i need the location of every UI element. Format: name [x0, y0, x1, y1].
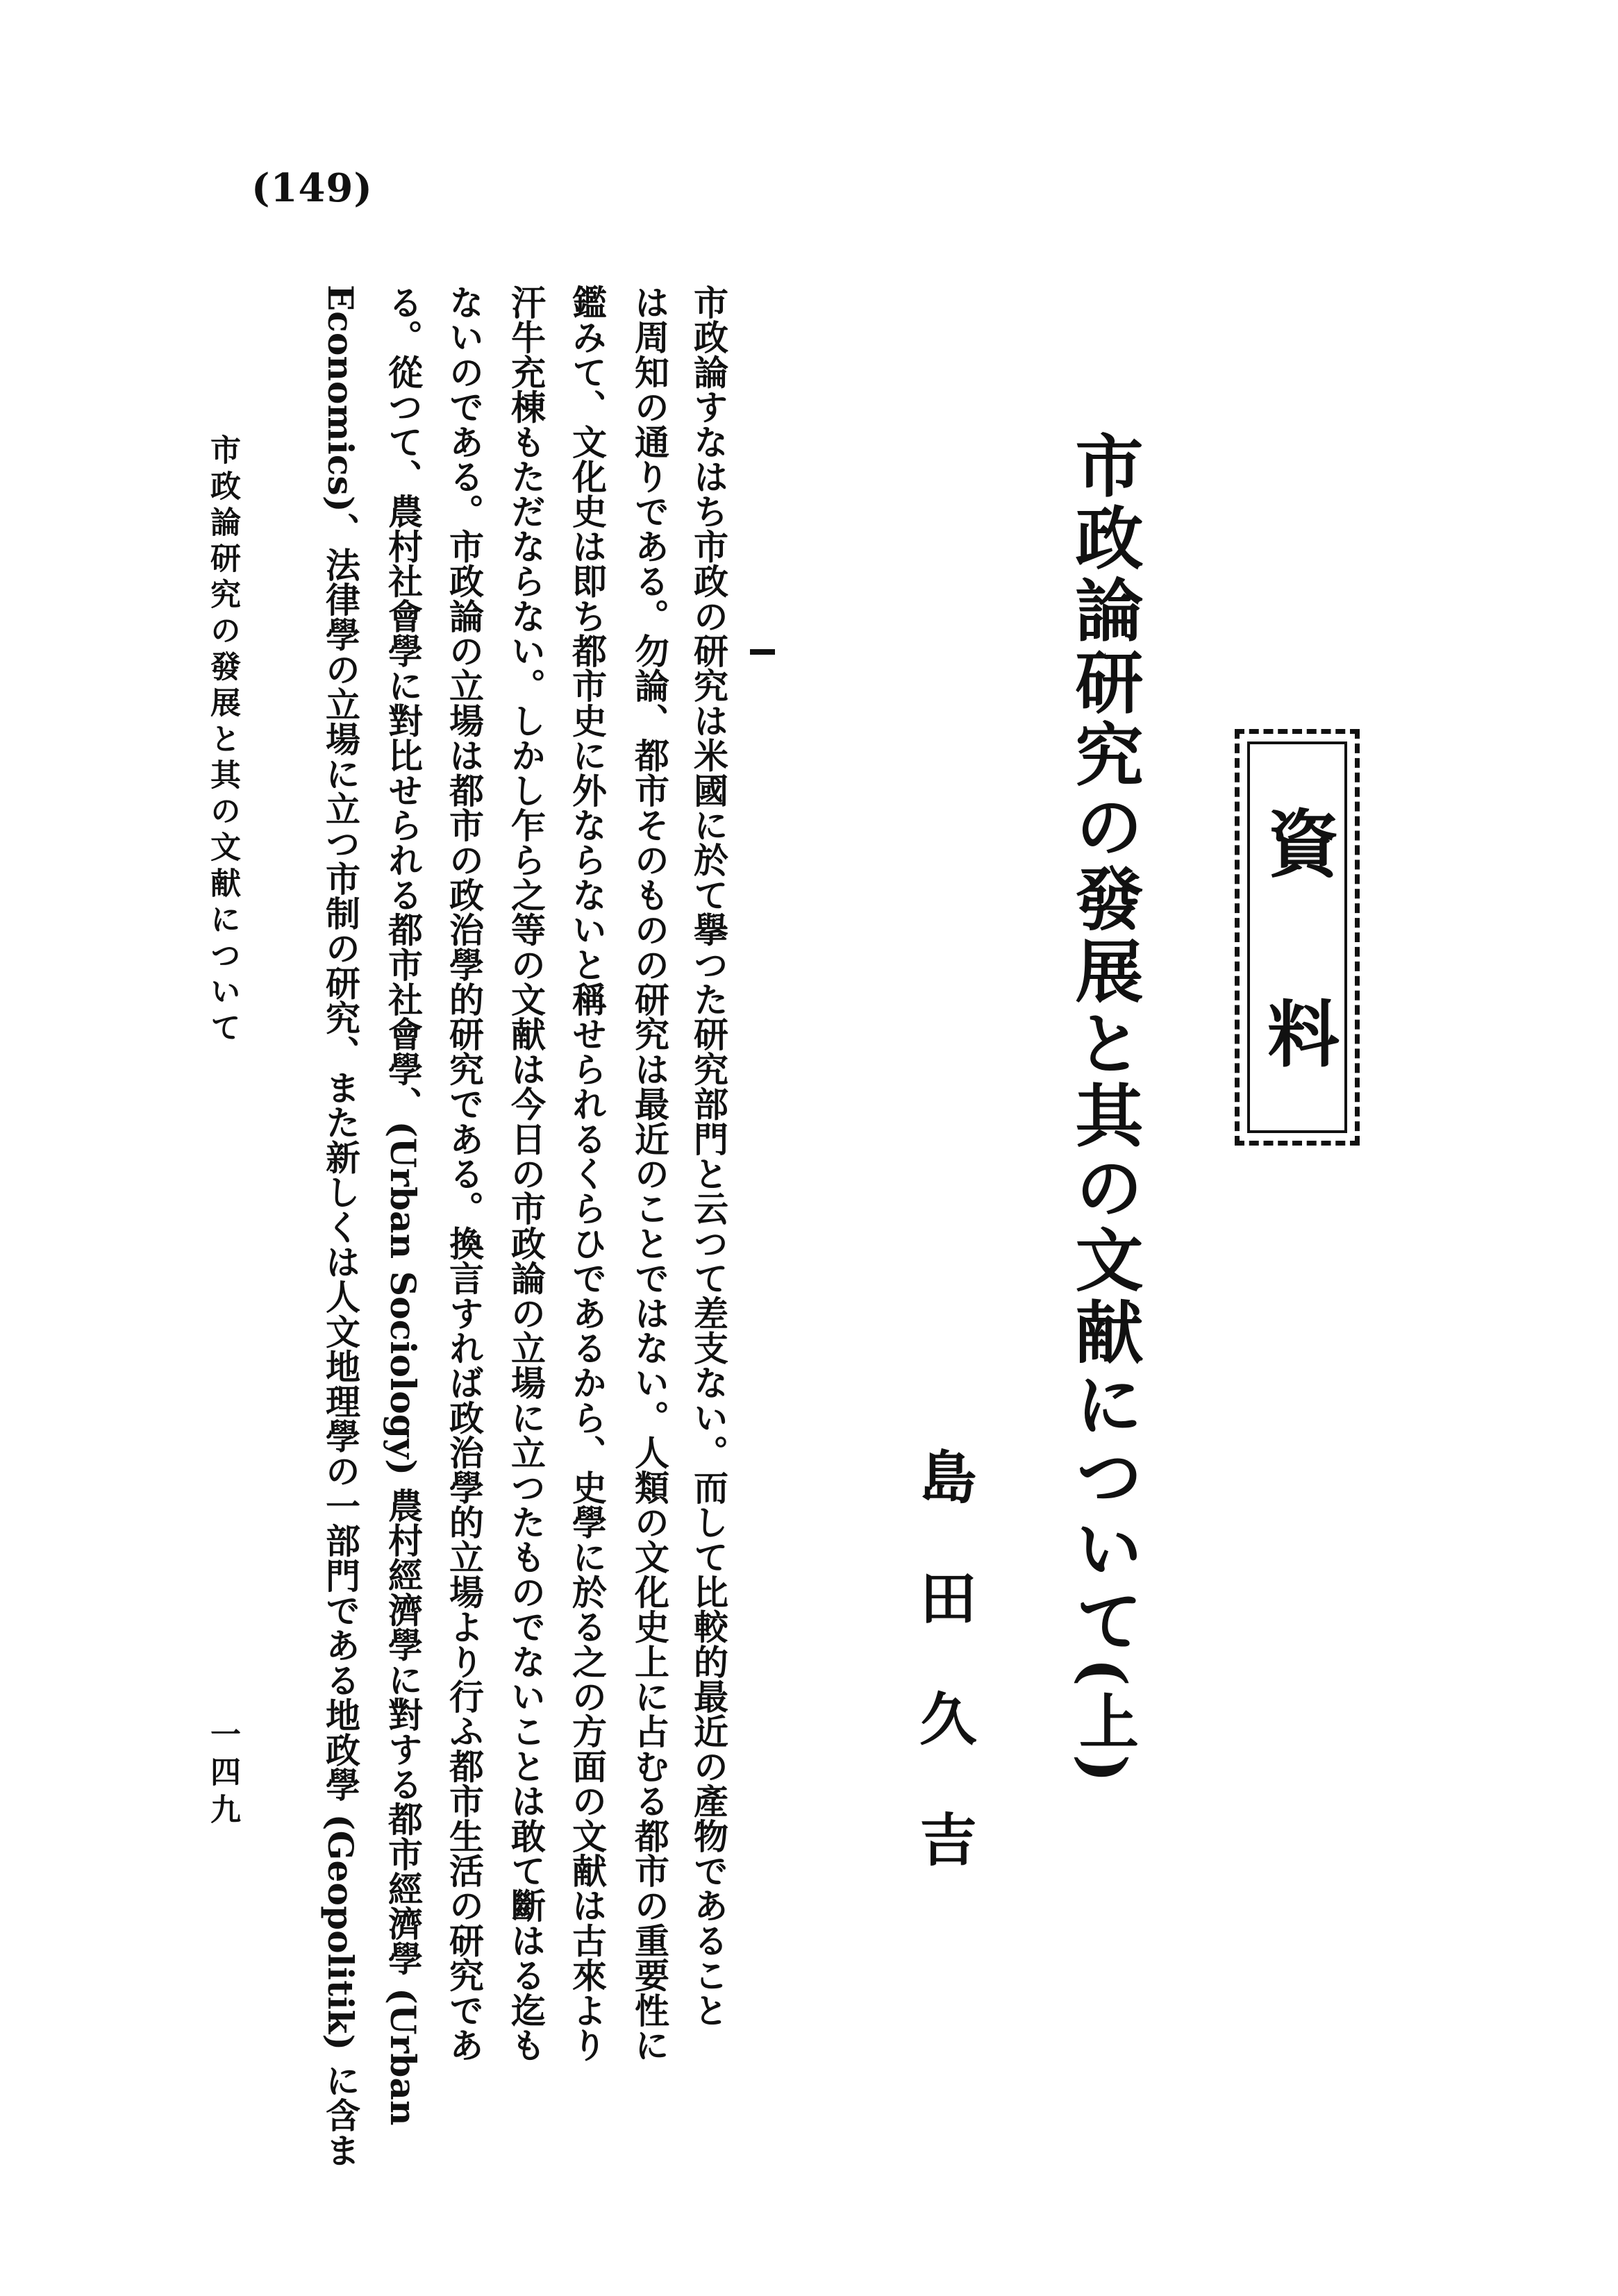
article-title-volume: (上) [1069, 1658, 1139, 1787]
page-number-bottom: 一四九 [205, 1718, 240, 1831]
body-column-6: る。從つて、農村社會學に對比せられる都市社會學、(Urban Sociology) 農村經濟學に對する都市經濟學 (Urban [383, 285, 424, 2126]
body-column-5: ないのである。市政論の立場は都市の政治學的研究である。換言すれば政治學的立場より行ふ都市生活の研究であ [444, 285, 485, 2063]
article-title-main: 市政論研究の發展と其の文献について [1064, 430, 1144, 1658]
body-column-2: は周知の通りである。勿論、都市そのものの研究は最近のことではない。人類の文化史上に占むる都市の重要性に [629, 285, 670, 2063]
section-label: 資料 [1255, 806, 1340, 1187]
author-name: 島田久吉 [910, 1448, 977, 1931]
section-label-box [1235, 729, 1360, 1187]
article-title [1064, 430, 1144, 1787]
section-number [750, 649, 775, 655]
section-number-text [750, 649, 751, 650]
body-column-7: Economics)、法律學の立場に立つ市制の研究、また新しくは人文地理學の一部門である地政學 (Geopolitik) に含ま [320, 285, 361, 2168]
body-column-4: 汗牛充棟もただならない。しかし乍ら之等の文献は今日の市政論の立場に立つたものでないことは敢て斷はる迄も [506, 285, 547, 2063]
page-number-top: (149) [251, 165, 373, 211]
body-column-1: 市政論すなはち市政の研究は米國に於て擧つた研究部門と云つて差支ない。而して比較的最近の產物であること [688, 285, 729, 2027]
body-column-3: 鑑みて、文化史は即ち都市史に外ならないと稱せられるくらひであるから、史學に於る之の方面の文献は古來より [567, 285, 608, 2063]
running-title: 市政論研究の發展と其の文献について [205, 434, 240, 1048]
